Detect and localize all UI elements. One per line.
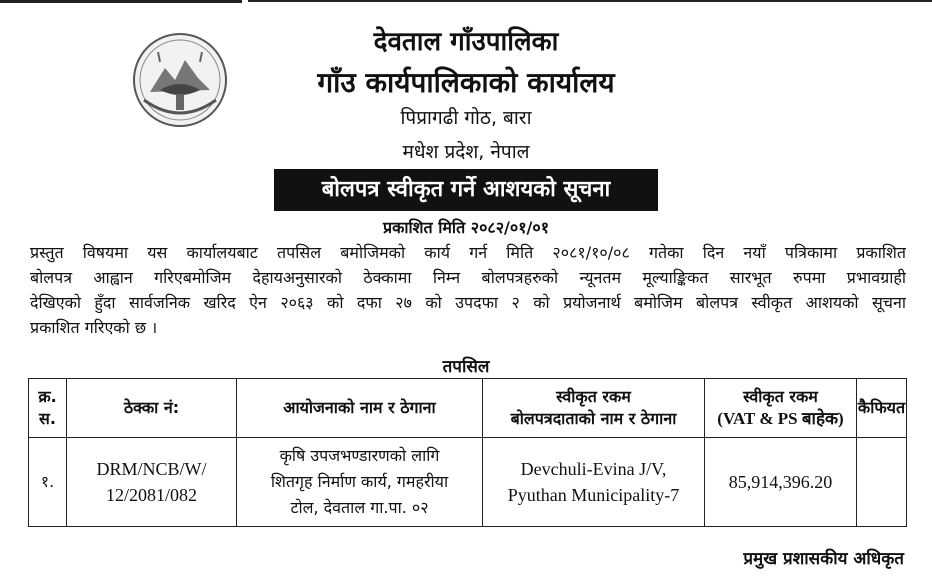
header-amount: स्वीकृत रकम (VAT & PS बाहेक) — [705, 379, 857, 438]
header-sn: क्र. स. — [29, 379, 67, 438]
municipality-name: देवताल गाँउपालिका — [373, 27, 559, 57]
header-contract-no: ठेक्का नं: — [67, 379, 237, 438]
cell-bidder: Devchuli-Evina J/V, Pyuthan Municipality-7 — [483, 438, 705, 527]
cell-amount: 85,914,396.20 — [705, 438, 857, 527]
published-date: प्रकाशित मिति २०८२/०१/०१ — [382, 218, 550, 237]
body-line: देखिएको हुँदा सार्वजनिक खरिद ऐन २०६३ को दफा २७ को उपदफा २ को प्रयोजनार्थ बमोजिम बोलपत्र स्वीकृत आशयको सूचना — [30, 293, 906, 312]
table-caption: तपसिल — [442, 357, 490, 377]
province-country: मधेश प्रदेश, नेपाल — [402, 141, 530, 163]
cell-contract-no: DRM/NCB/W/ 12/2081/082 — [67, 438, 237, 527]
cell-sn: १. — [29, 438, 67, 527]
signoff-title: प्रमुख प्रशासकीय अधिकृत — [743, 549, 904, 569]
table-row — [29, 438, 907, 527]
body-line: बोलपत्र आह्वान गरिएबमोजिम देहायअनुसारको ठेक्कामा निम्न बोलपत्रहरुको न्यूनतम मूल्याङ्किकत सारभूत रुपमा प्रभावग्राही — [30, 268, 906, 287]
award-table — [28, 378, 907, 527]
header-remarks: कैफियत — [857, 379, 907, 438]
office-name: गाँउ कार्यपालिकाको कार्यालय — [317, 66, 615, 99]
notice-title: बोलपत्र स्वीकृत गर्ने आशयको सूचना — [274, 169, 658, 211]
body-line: प्रकाशित गरिएको छ । — [30, 318, 158, 337]
table-header-row — [29, 379, 907, 438]
header-project: आयोजनाको नाम र ठेगाना — [237, 379, 483, 438]
cell-project: कृषि उपजभण्डारणको लागि शितगृह निर्माण कार्य, गमहरीया टोल, देवताल गा.पा. ०२ — [237, 438, 483, 527]
header-bidder: स्वीकृत रकम बोलपत्रदाताको नाम र ठेगाना — [483, 379, 705, 438]
notice-body — [30, 240, 906, 340]
office-address: पिप्रागढी गोठ, बारा — [400, 107, 532, 129]
top-border — [0, 0, 932, 3]
cell-remarks — [857, 438, 907, 527]
body-line: प्रस्तुत विषयमा यस कार्यालयबाट तपसिल बमोजिमको कार्य गर्न मिति २०८१/१०/०८ गतेका दिन नयाँ पत्रिकामा प्रकाशित — [30, 243, 906, 262]
